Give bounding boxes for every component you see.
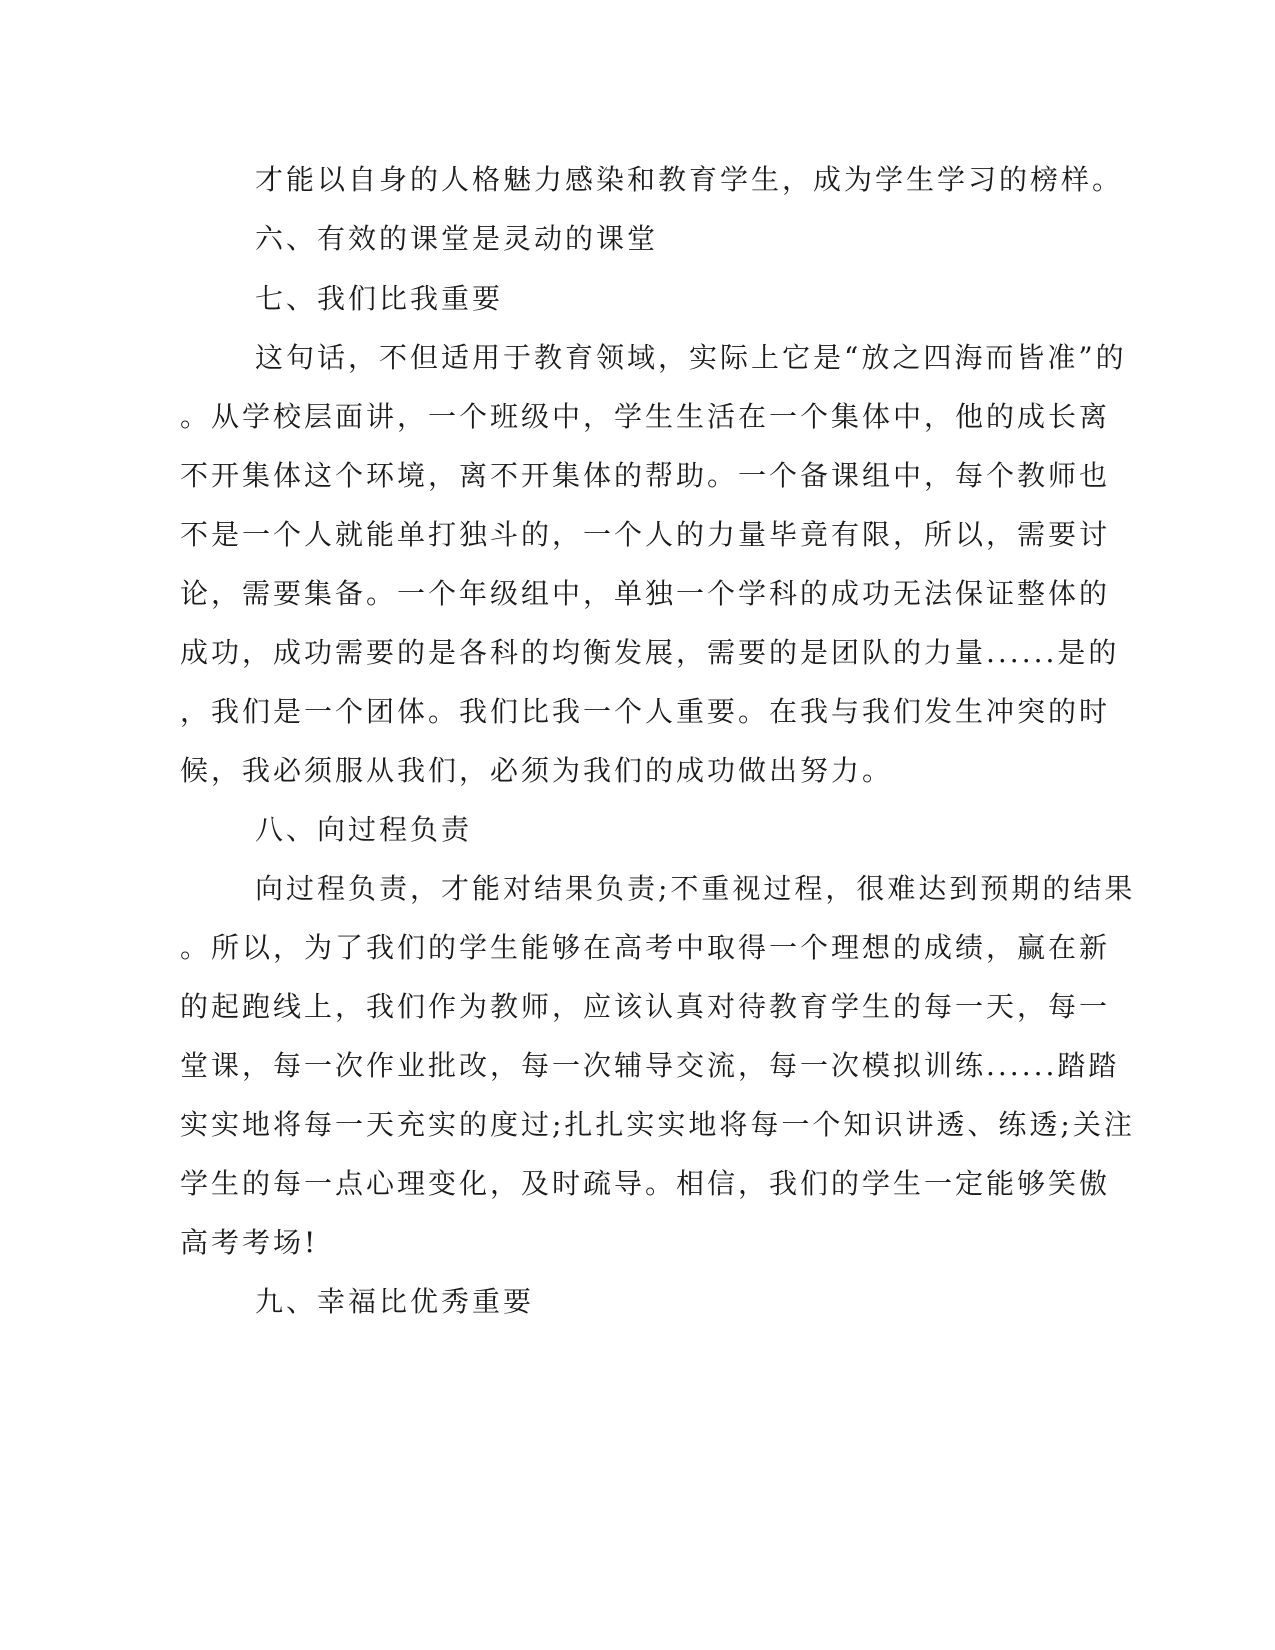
paragraph-line: 堂课，每一次作业批改，每一次辅导交流，每一次模拟训练......踏踏 <box>180 1049 1120 1082</box>
paragraph-line: 不开集体这个环境，离不开集体的帮助。一个备课组中，每个教师也 <box>180 459 1111 492</box>
paragraph-line: 成功，成功需要的是各科的均衡发展，需要的是团队的力量......是的 <box>180 636 1120 669</box>
section-heading: 九、幸福比优秀重要 <box>255 1285 535 1318</box>
paragraph-line: 。从学校层面讲，一个班级中，学生生活在一个集体中，他的成长离 <box>180 400 1111 433</box>
section-heading: 八、向过程负责 <box>255 813 473 846</box>
paragraph-line: 向过程负责，才能对结果负责;不重视过程，很难达到预期的结果 <box>255 872 1136 905</box>
paragraph-line: ，我们是一个团体。我们比我一个人重要。在我与我们发生冲突的时 <box>180 695 1111 728</box>
paragraph-line: 这句话，不但适用于教育领域，实际上它是“放之四海而皆准”的 <box>255 341 1127 374</box>
paragraph-line: 候，我必须服从我们，必须为我们的成功做出努力。 <box>180 754 894 787</box>
paragraph-line: 学生的每一点心理变化，及时疏导。相信，我们的学生一定能够笑傲 <box>180 1167 1111 1200</box>
paragraph-line: 。所以，为了我们的学生能够在高考中取得一个理想的成绩，赢在新 <box>180 931 1111 964</box>
paragraph-line: 高考考场! <box>180 1226 319 1259</box>
paragraph-line: 才能以自身的人格魅力感染和教育学生，成为学生学习的榜样。 <box>255 163 1124 196</box>
section-heading: 七、我们比我重要 <box>255 282 504 315</box>
section-heading: 六、有效的课堂是灵动的课堂 <box>255 222 659 255</box>
paragraph-line: 不是一个人就能单打独斗的，一个人的力量毕竟有限，所以，需要讨 <box>180 518 1111 551</box>
paragraph-line: 论，需要集备。一个年级组中，单独一个学科的成功无法保证整体的 <box>180 577 1111 610</box>
paragraph-line: 实实地将每一天充实的度过;扎扎实实地将每一个知识讲透、练透;关注 <box>180 1108 1135 1141</box>
paragraph-line: 的起跑线上，我们作为教师，应该认真对待教育学生的每一天，每一 <box>180 990 1111 1023</box>
